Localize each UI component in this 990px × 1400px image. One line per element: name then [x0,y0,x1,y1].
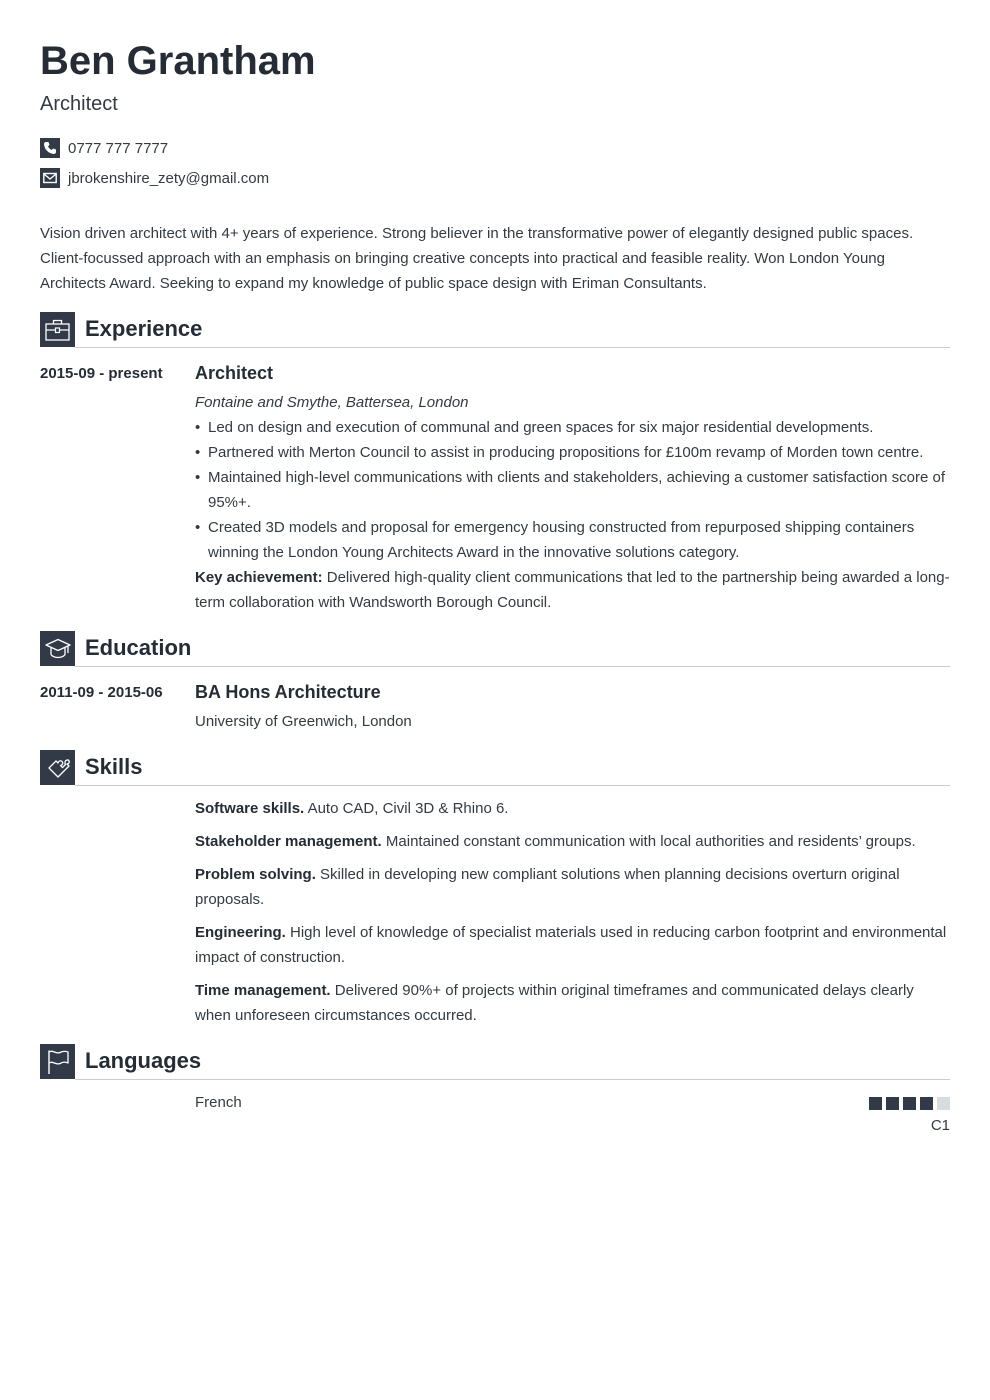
list-item: • Partnered with Merton Council to assist in producing propositions for £100m revamp of Morden town centre. [195,440,950,465]
experience-date: 2015-09 - present [40,365,163,382]
skill-label: Time management. [195,982,331,999]
language-name: French [195,1094,242,1111]
list-item: • Led on design and execution of communal and green spaces for six major residential developments. [195,415,950,440]
briefcase-icon [40,312,75,347]
phone-number: 0777 777 7777 [68,139,169,157]
skill-text: High level of knowledge of specialist materials used in reducing carbon footprint and environmental impact of construction. [195,924,947,966]
section-divider [75,666,950,667]
experience-title: Experience [85,316,203,341]
skill-text: Maintained constant communication with local authorities and residents’ groups. [385,833,916,850]
education-title: Education [85,635,192,660]
experience-section-header [40,312,950,348]
contact-phone [40,138,168,158]
degree-title: BA Hons Architecture [195,682,381,702]
candidate-name: Ben Grantham [40,39,316,83]
envelope-icon [40,168,60,188]
contact-email [40,168,269,188]
rating-square-filled [886,1097,899,1110]
language-level: C1 [930,1117,950,1134]
rating-square-empty [937,1097,950,1110]
education-date: 2011-09 - 2015-06 [40,684,163,701]
skills-title: Skills [85,754,143,779]
rating-square-filled [903,1097,916,1110]
skill-item [195,978,950,1028]
key-achievement-label: Key achievement: [195,569,323,586]
skill-label: Software skills. [195,800,305,817]
graduation-cap-icon [40,631,75,666]
skill-text: Delivered 90%+ of projects within original timeframes and communicated delays clearly when unforeseen circumstances occurred. [195,982,914,1024]
list-item: • Maintained high-level communications with clients and stakeholders, achieving a customer satisfaction score of 95%+. [195,465,950,515]
email-address: jbrokenshire_zety@gmail.com [68,169,270,187]
puzzle-piece-icon [40,750,75,785]
languages-title: Languages [85,1048,202,1073]
experience-entry [195,362,950,615]
skill-item [195,862,950,912]
skill-item [195,920,950,970]
section-divider [75,1079,950,1080]
key-achievement [195,565,950,615]
education-section-header [40,631,950,667]
skill-label: Engineering. [195,924,286,941]
skill-label: Stakeholder management. [195,833,382,850]
flag-icon [40,1044,75,1079]
experience-bullets [195,415,950,565]
skills-list [195,796,950,1036]
professional-summary: Vision driven architect with 4+ years of experience. Strong believer in the transformative power of elegantly designed public spaces. Client-focussed approach with an emphasis on bringing creative concepts into practical and feasible reality. Won London Young Architects Award. Seeking to expand my knowledge of public space design with Eriman Consultants. [40,225,914,292]
section-divider [75,785,950,786]
skill-item [195,796,950,821]
section-divider [75,347,950,348]
company-location: Fontaine and Smythe, Battersea, London [195,394,469,411]
skills-section-header [40,750,950,786]
skill-label: Problem solving. [195,866,316,883]
education-entry [195,681,950,734]
rating-square-filled [920,1097,933,1110]
rating-square-filled [869,1097,882,1110]
skill-text: Skilled in developing new compliant solutions when planning decisions overturn original proposals. [195,866,900,908]
language-rating [865,1097,950,1110]
key-achievement-text: Delivered high-quality client communications that led to the partnership being awarded a long-term collaboration with Wandsworth Borough Council. [195,569,950,611]
skill-item [195,829,950,854]
languages-section-header [40,1044,950,1080]
job-title: Architect [195,363,274,383]
candidate-role: Architect [40,93,118,115]
skill-text: Auto CAD, Civil 3D & Rhino 6. [307,800,509,817]
school-name: University of Greenwich, London [195,713,412,730]
phone-icon [40,138,60,158]
list-item: • Created 3D models and proposal for emergency housing constructed from repurposed shipping containers winning the London Young Architects Award in the innovative solutions category. [195,515,950,565]
